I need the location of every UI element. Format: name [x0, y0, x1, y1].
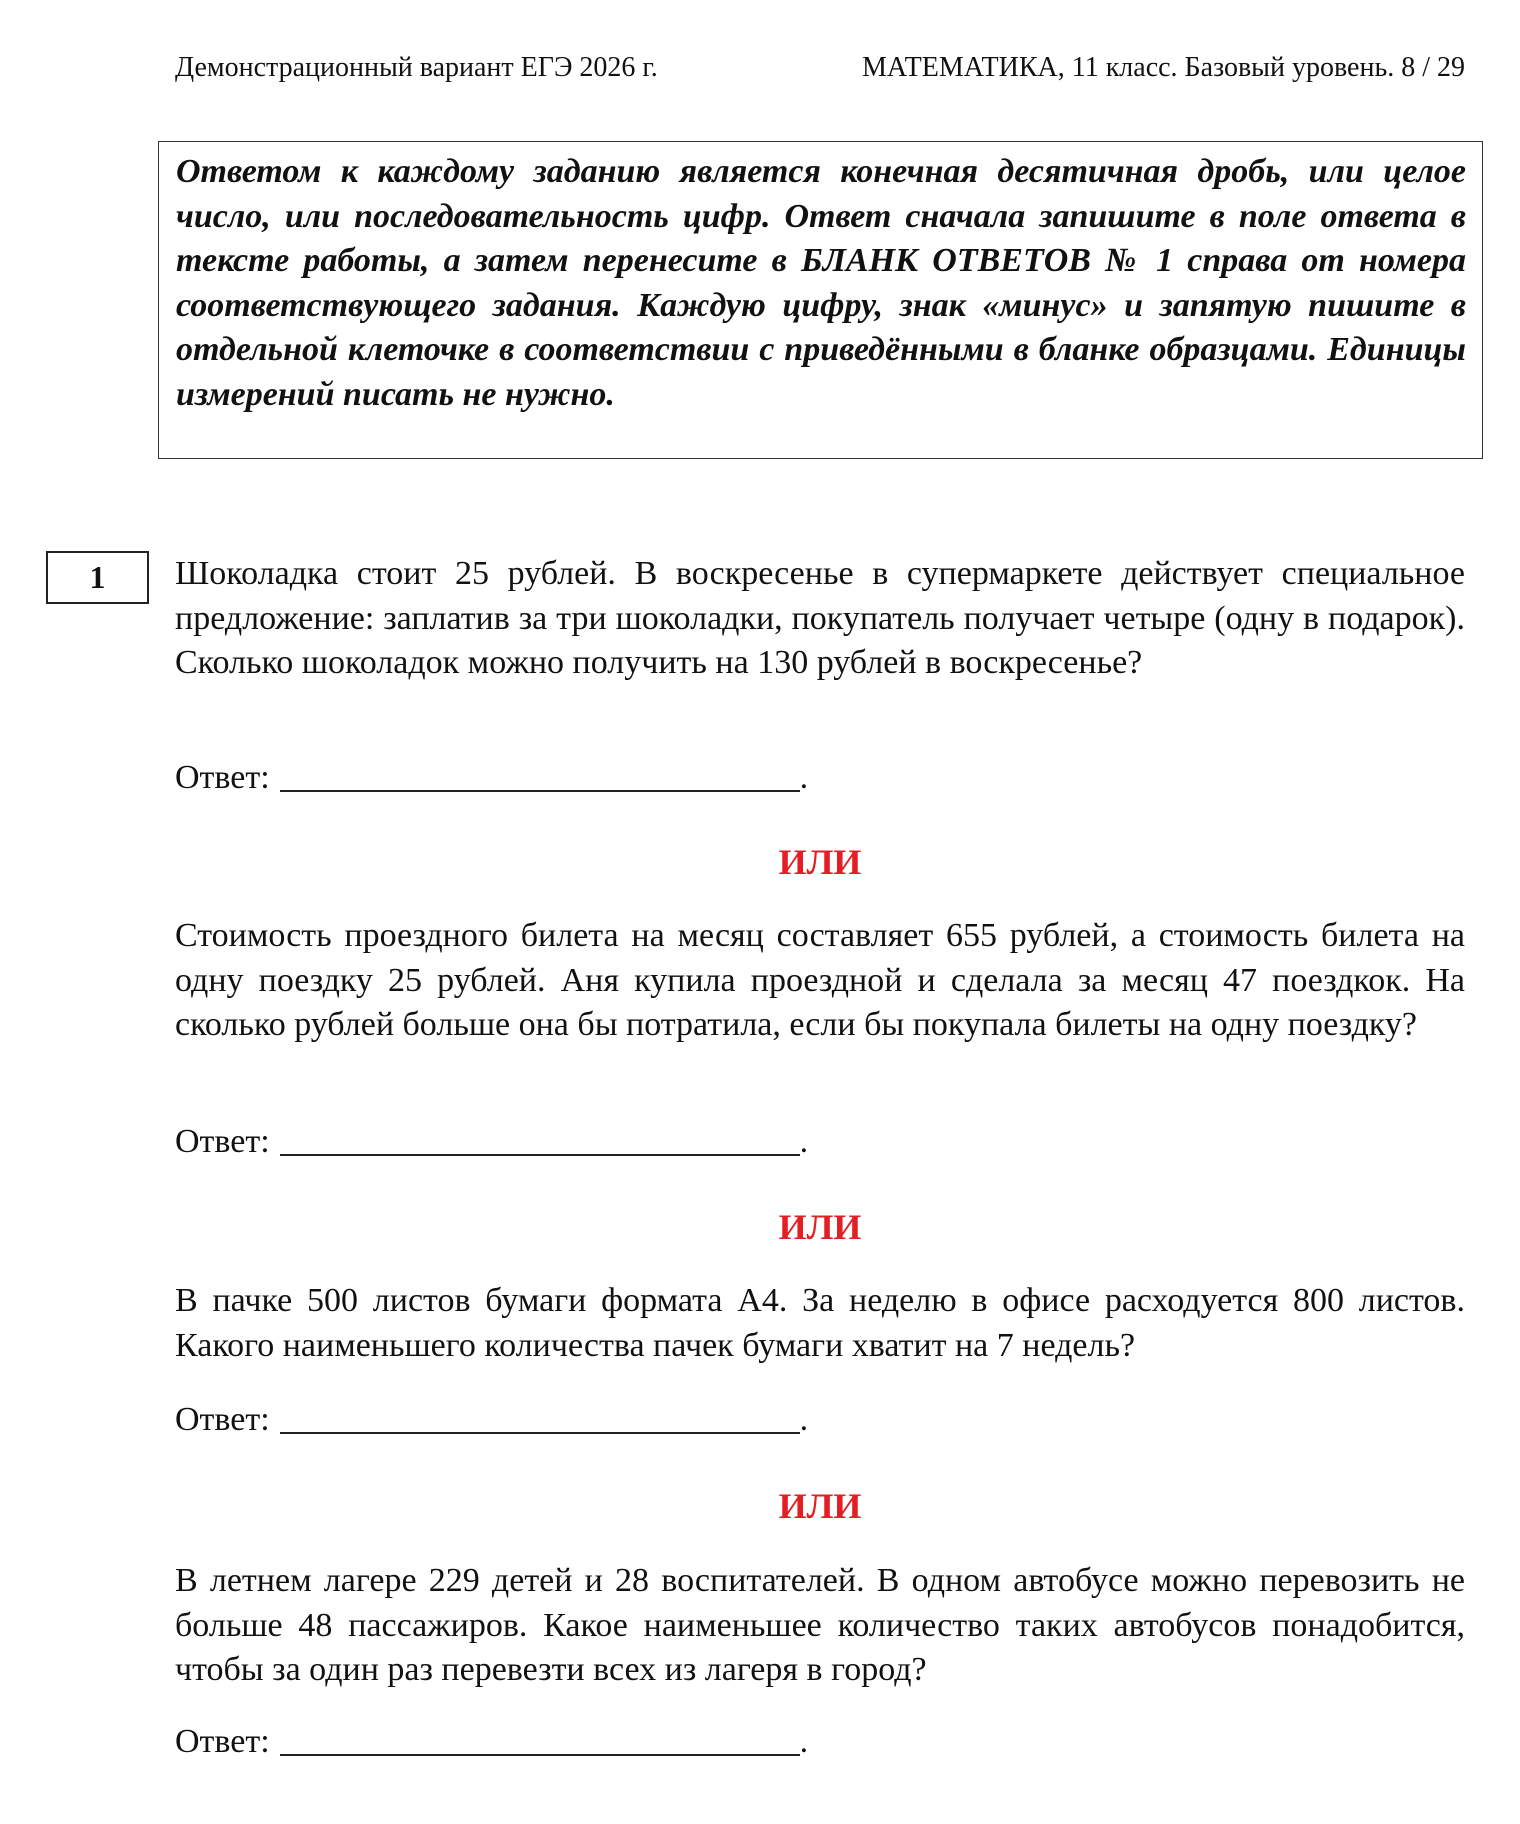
instruction-box — [158, 141, 1483, 459]
answer-period: . — [799, 1723, 809, 1760]
answer-label: Ответ: — [175, 1723, 270, 1760]
answer-period: . — [799, 1123, 809, 1160]
or-separator-3: ИЛИ — [778, 1486, 862, 1526]
answer-blank-2[interactable] — [280, 1122, 800, 1156]
answer-line-1 — [175, 756, 808, 800]
instruction-text: Ответом к каждому заданию является конечная десятичная дробь, или целое число, или последовательность цифр. Ответ сначала запишите в поле ответа в тексте работы, а затем перенесите в БЛАНК ОТВЕТОВ № 1 справа от номера соответствующего задания. Каждую цифру, знак «минус» и запятую пишите в отдельной клеточке в соответствии с приведёнными в бланке образцами. Единицы измерений писать не нужно. — [176, 153, 1466, 413]
problem-text-3: В пачке 500 листов бумаги формата А4. За неделю в офисе расходуется 800 листов. Какого наименьшего количества пачек бумаги хватит на 7 недель? — [175, 1282, 1465, 1364]
header-exam-title: Демонстрационный вариант ЕГЭ 2026 г. — [175, 52, 658, 83]
answer-line-2 — [175, 1120, 808, 1164]
problem-text-4: В летнем лагере 229 детей и 28 воспитателей. В одном автобусе можно перевозить не больше 48 пассажиров. Какое наименьшее количество таких автобусов понадобится, чтобы за один раз перевезти всех из лагеря в город? — [175, 1562, 1465, 1688]
answer-period: . — [799, 759, 809, 796]
problem-text-2: Стоимость проездного билета на месяц составляет 655 рублей, а стоимость билета на одну поездку 25 рублей. Аня купила проездной и сделала за месяц 47 поездкок. На сколько рублей больше она бы потратила, если бы покупала билеты на одну поездку? — [175, 917, 1465, 1043]
page-header — [175, 48, 1465, 88]
answer-blank-4[interactable] — [280, 1722, 800, 1756]
answer-period: . — [799, 1401, 809, 1438]
header-subject-page: МАТЕМАТИКА, 11 класс. Базовый уровень. 8 / 29 — [862, 52, 1465, 83]
task-number: 1 — [89, 559, 106, 595]
answer-line-4 — [175, 1720, 808, 1764]
task-number-box — [46, 551, 149, 604]
answer-label: Ответ: — [175, 1401, 270, 1438]
answer-blank-3[interactable] — [280, 1400, 800, 1434]
or-separator-2: ИЛИ — [778, 1207, 862, 1247]
problem-text-1: Шоколадка стоит 25 рублей. В воскресенье в супермаркете действует специальное предложение: заплатив за три шоколадки, покупатель получает четыре (одну в подарок). Сколько шоколадок можно получить на 130 рублей в воскресенье? — [175, 555, 1465, 681]
answer-line-3 — [175, 1398, 808, 1442]
answer-blank-1[interactable] — [280, 758, 800, 792]
answer-label: Ответ: — [175, 1123, 270, 1160]
or-separator-1: ИЛИ — [778, 842, 862, 882]
answer-label: Ответ: — [175, 759, 270, 796]
